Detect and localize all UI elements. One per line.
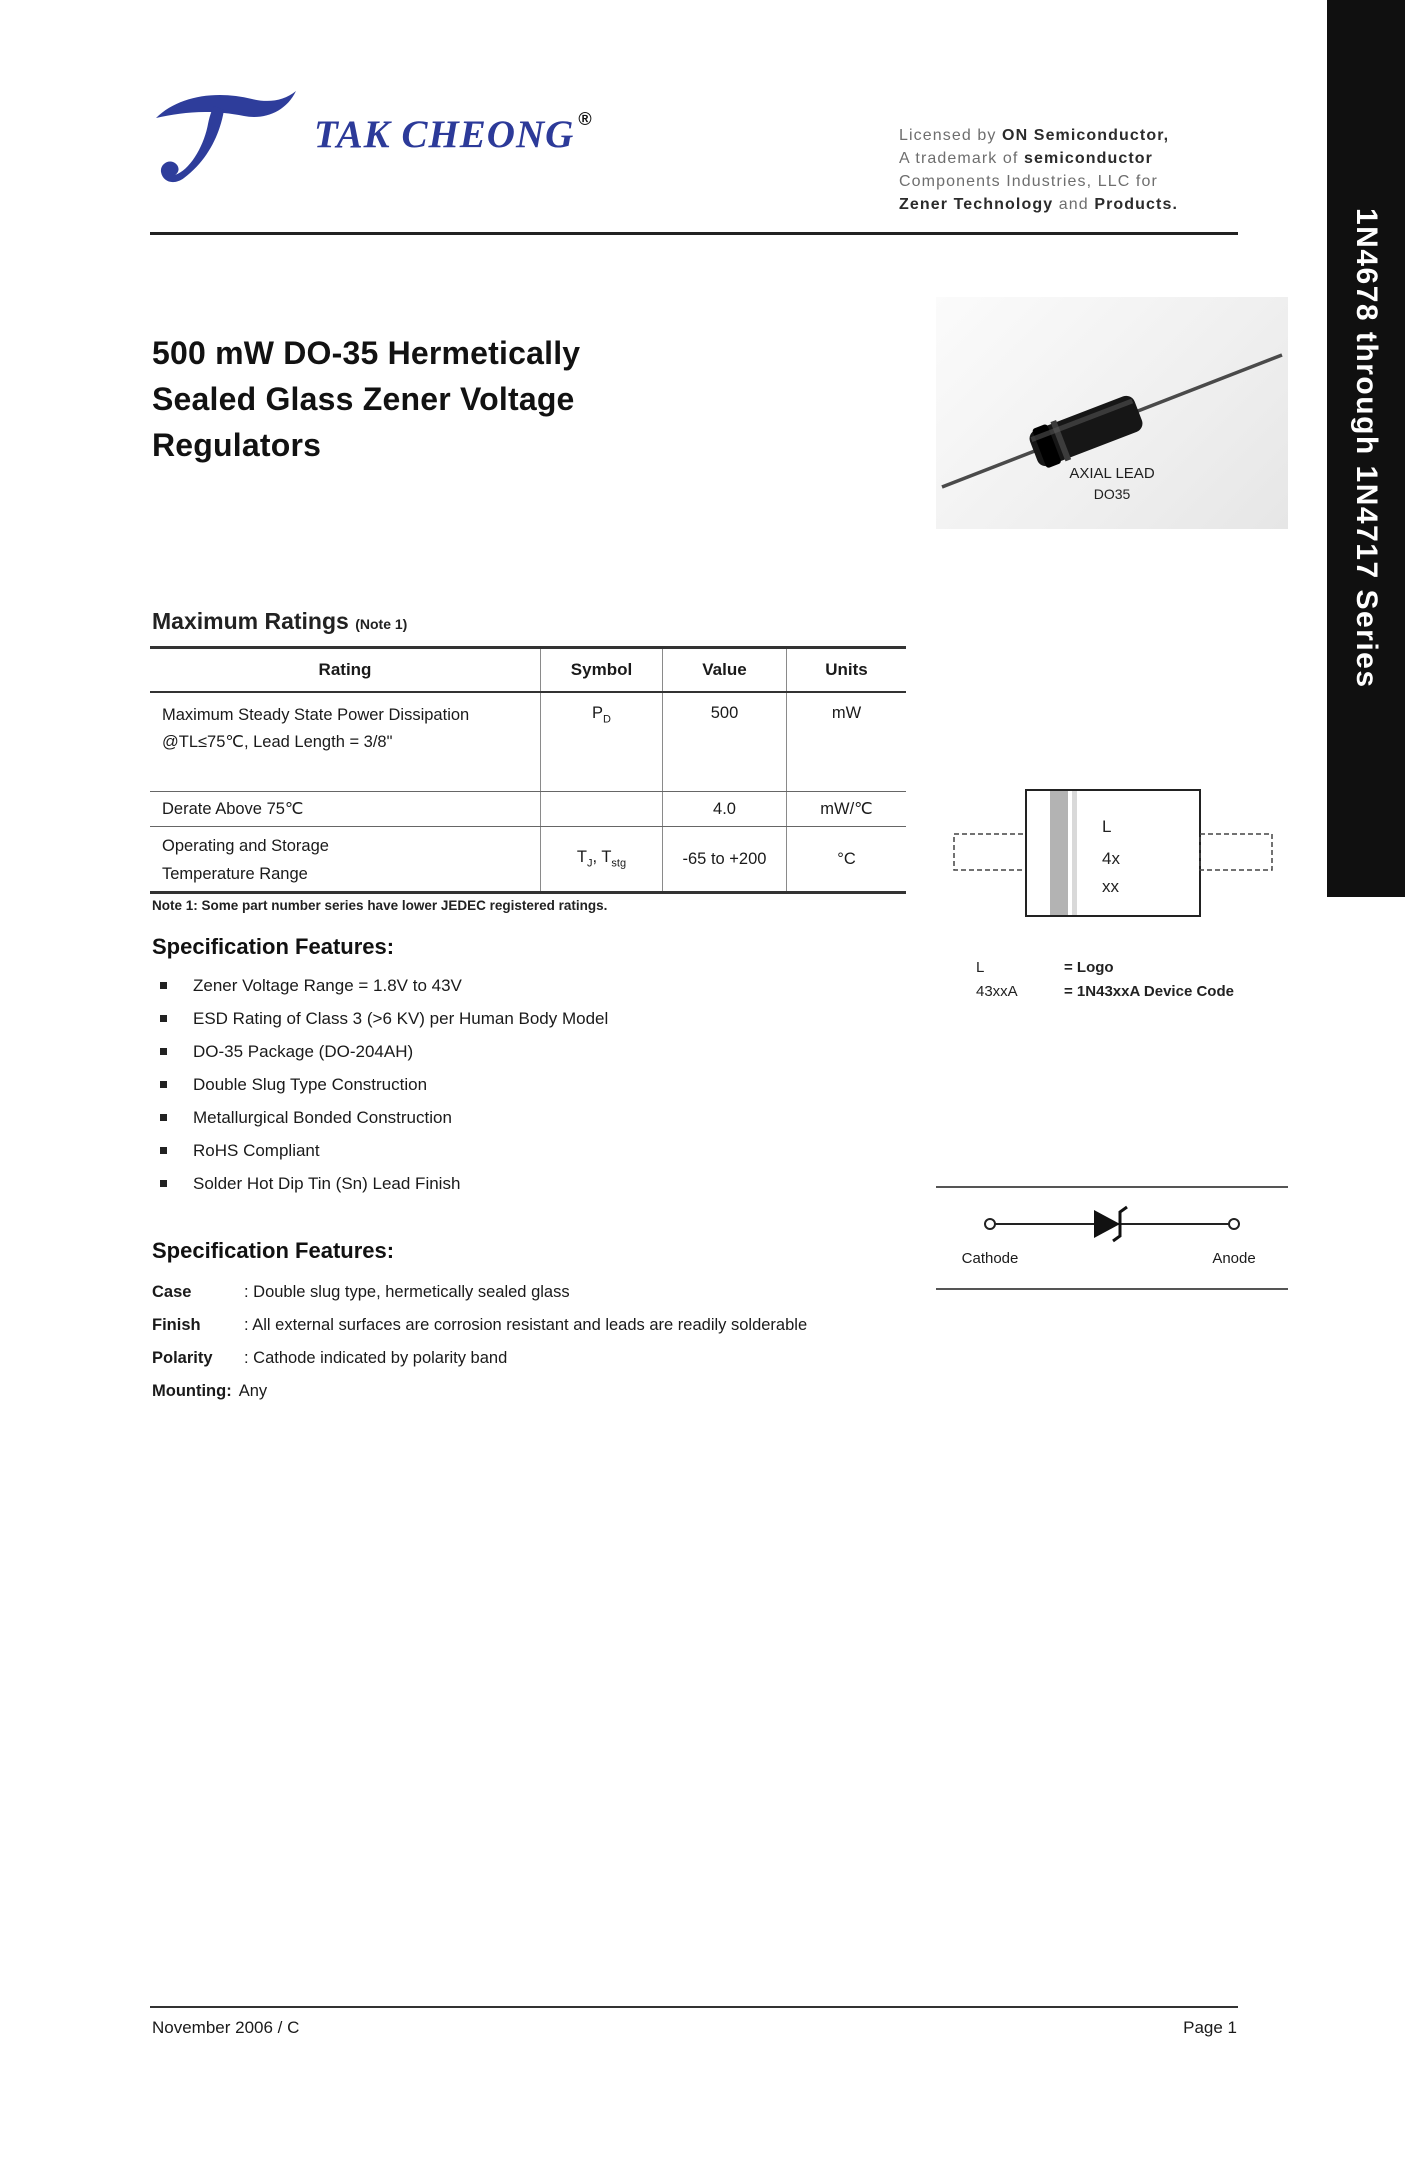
symbol-cell — [540, 792, 662, 826]
header-symbol: Symbol — [540, 649, 662, 691]
bullet-icon — [160, 1147, 167, 1154]
table-header-row — [150, 649, 906, 693]
rating-cell: Derate Above 75℃ — [162, 800, 304, 818]
table-row — [150, 792, 906, 826]
bullet-icon — [160, 1114, 167, 1121]
spec-features-section — [152, 934, 912, 1207]
spec-features-heading: Specification Features: — [152, 934, 395, 959]
page-title-line2: Sealed Glass Zener Voltage — [152, 381, 575, 417]
symbol-divider-bottom — [936, 1288, 1288, 1290]
license-text — [899, 124, 1247, 216]
table-row — [150, 827, 906, 891]
registered-mark: ® — [578, 109, 593, 129]
page-title-line3: Regulators — [152, 427, 322, 463]
feature-item: Double Slug Type Construction — [152, 1075, 912, 1095]
package-outline-diagram — [950, 788, 1280, 920]
package-legend — [976, 956, 1234, 1004]
bullet-icon — [160, 982, 167, 989]
footer-date: November 2006 / C — [152, 2018, 300, 2037]
table-note: Note 1: Some part number series have lower JEDEC registered ratings. — [152, 898, 608, 913]
spec-details-section — [152, 1238, 912, 1414]
page-title-line1: 500 mW DO-35 Hermetically — [152, 335, 581, 371]
units-cell: mW — [786, 693, 906, 791]
max-ratings-heading: Maximum Ratings (Note 1) — [152, 608, 408, 634]
license-line: Components Industries, LLC for — [899, 173, 1158, 190]
license-line: Licensed by ON Semiconductor, — [899, 127, 1170, 144]
axial-lead-caption — [936, 463, 1288, 505]
series-title: 1N4678 through 1N4717 Series — [1350, 208, 1383, 689]
units-cell: °C — [786, 827, 906, 891]
symbol-cell: $T_J$, $T_{stg}$ — [540, 827, 662, 891]
pkg-mark-xx: xx — [1102, 877, 1119, 896]
header-units: Units — [786, 649, 906, 691]
header-divider — [150, 232, 1238, 235]
pkg-mark-4x: 4x — [1102, 849, 1120, 868]
spec-row-polarity: Polarity : Cathode indicated by polarity band — [152, 1349, 508, 1367]
feature-item: Zener Voltage Range = 1.8V to 43V — [152, 976, 912, 996]
diode-photo — [936, 297, 1288, 529]
max-ratings-table — [150, 646, 906, 894]
axial-lead-label: AXIAL LEAD — [1069, 465, 1155, 482]
header-value: Value — [662, 649, 786, 691]
page-title — [152, 330, 580, 468]
rating-cell: Operating and Storage Temperature Range — [162, 837, 329, 883]
brand-name — [314, 109, 593, 157]
spec-row-mounting: Mounting: Any — [152, 1382, 268, 1400]
units-cell: mW/℃ — [786, 792, 906, 826]
value-cell: 500 — [662, 693, 786, 791]
license-line: Zener Technology and Products. — [899, 196, 1179, 213]
feature-item: Metallurgical Bonded Construction — [152, 1108, 912, 1128]
bullet-icon — [160, 1015, 167, 1022]
rating-cell: Maximum Steady State Power Dissipation @TL≤75℃, Lead Length = 3/8" — [162, 706, 470, 751]
value-cell: 4.0 — [662, 792, 786, 826]
tak-cheong-logo-icon — [150, 84, 302, 192]
brand-text: TAK CHEONG — [314, 113, 575, 156]
legend-row: L = Logo — [976, 959, 1114, 976]
footer-page-number: Page 1 — [1183, 2018, 1237, 2037]
diode-symbol — [936, 1200, 1288, 1286]
bullet-icon — [160, 1081, 167, 1088]
value-cell: -65 to +200 — [662, 827, 786, 891]
spec-details-heading: Specification Features: — [152, 1238, 395, 1263]
anode-label: Anode — [1212, 1250, 1256, 1267]
footer-divider — [150, 2006, 1238, 2008]
feature-item: DO-35 Package (DO-204AH) — [152, 1042, 912, 1062]
symbol-divider-top — [936, 1186, 1288, 1188]
header-rating: Rating — [318, 660, 372, 679]
diode-symbol-drawing — [936, 1200, 1288, 1250]
bullet-icon — [160, 1180, 167, 1187]
series-sidebar — [1327, 0, 1405, 897]
pkg-mark-l: L — [1102, 817, 1112, 836]
cathode-label: Cathode — [961, 1250, 1019, 1267]
license-line: A trademark of semiconductor — [899, 150, 1153, 167]
bullet-icon — [160, 1048, 167, 1055]
do35-label: DO35 — [1093, 486, 1131, 502]
legend-row: 43xxA = 1N43xxA Device Code — [976, 983, 1234, 1000]
spec-row-finish: Finish : All external surfaces are corrosion resistant and leads are readily solderable — [152, 1316, 808, 1334]
feature-item: RoHS Compliant — [152, 1141, 912, 1161]
note-ref: (Note 1) — [355, 616, 408, 632]
table-row — [150, 693, 906, 791]
feature-item: ESD Rating of Class 3 (>6 KV) per Human Body Model — [152, 1009, 912, 1029]
feature-item: Solder Hot Dip Tin (Sn) Lead Finish — [152, 1174, 912, 1194]
spec-row-case: Case : Double slug type, hermetically sealed glass — [152, 1283, 570, 1301]
symbol-cell: $P_D$ — [540, 693, 662, 791]
